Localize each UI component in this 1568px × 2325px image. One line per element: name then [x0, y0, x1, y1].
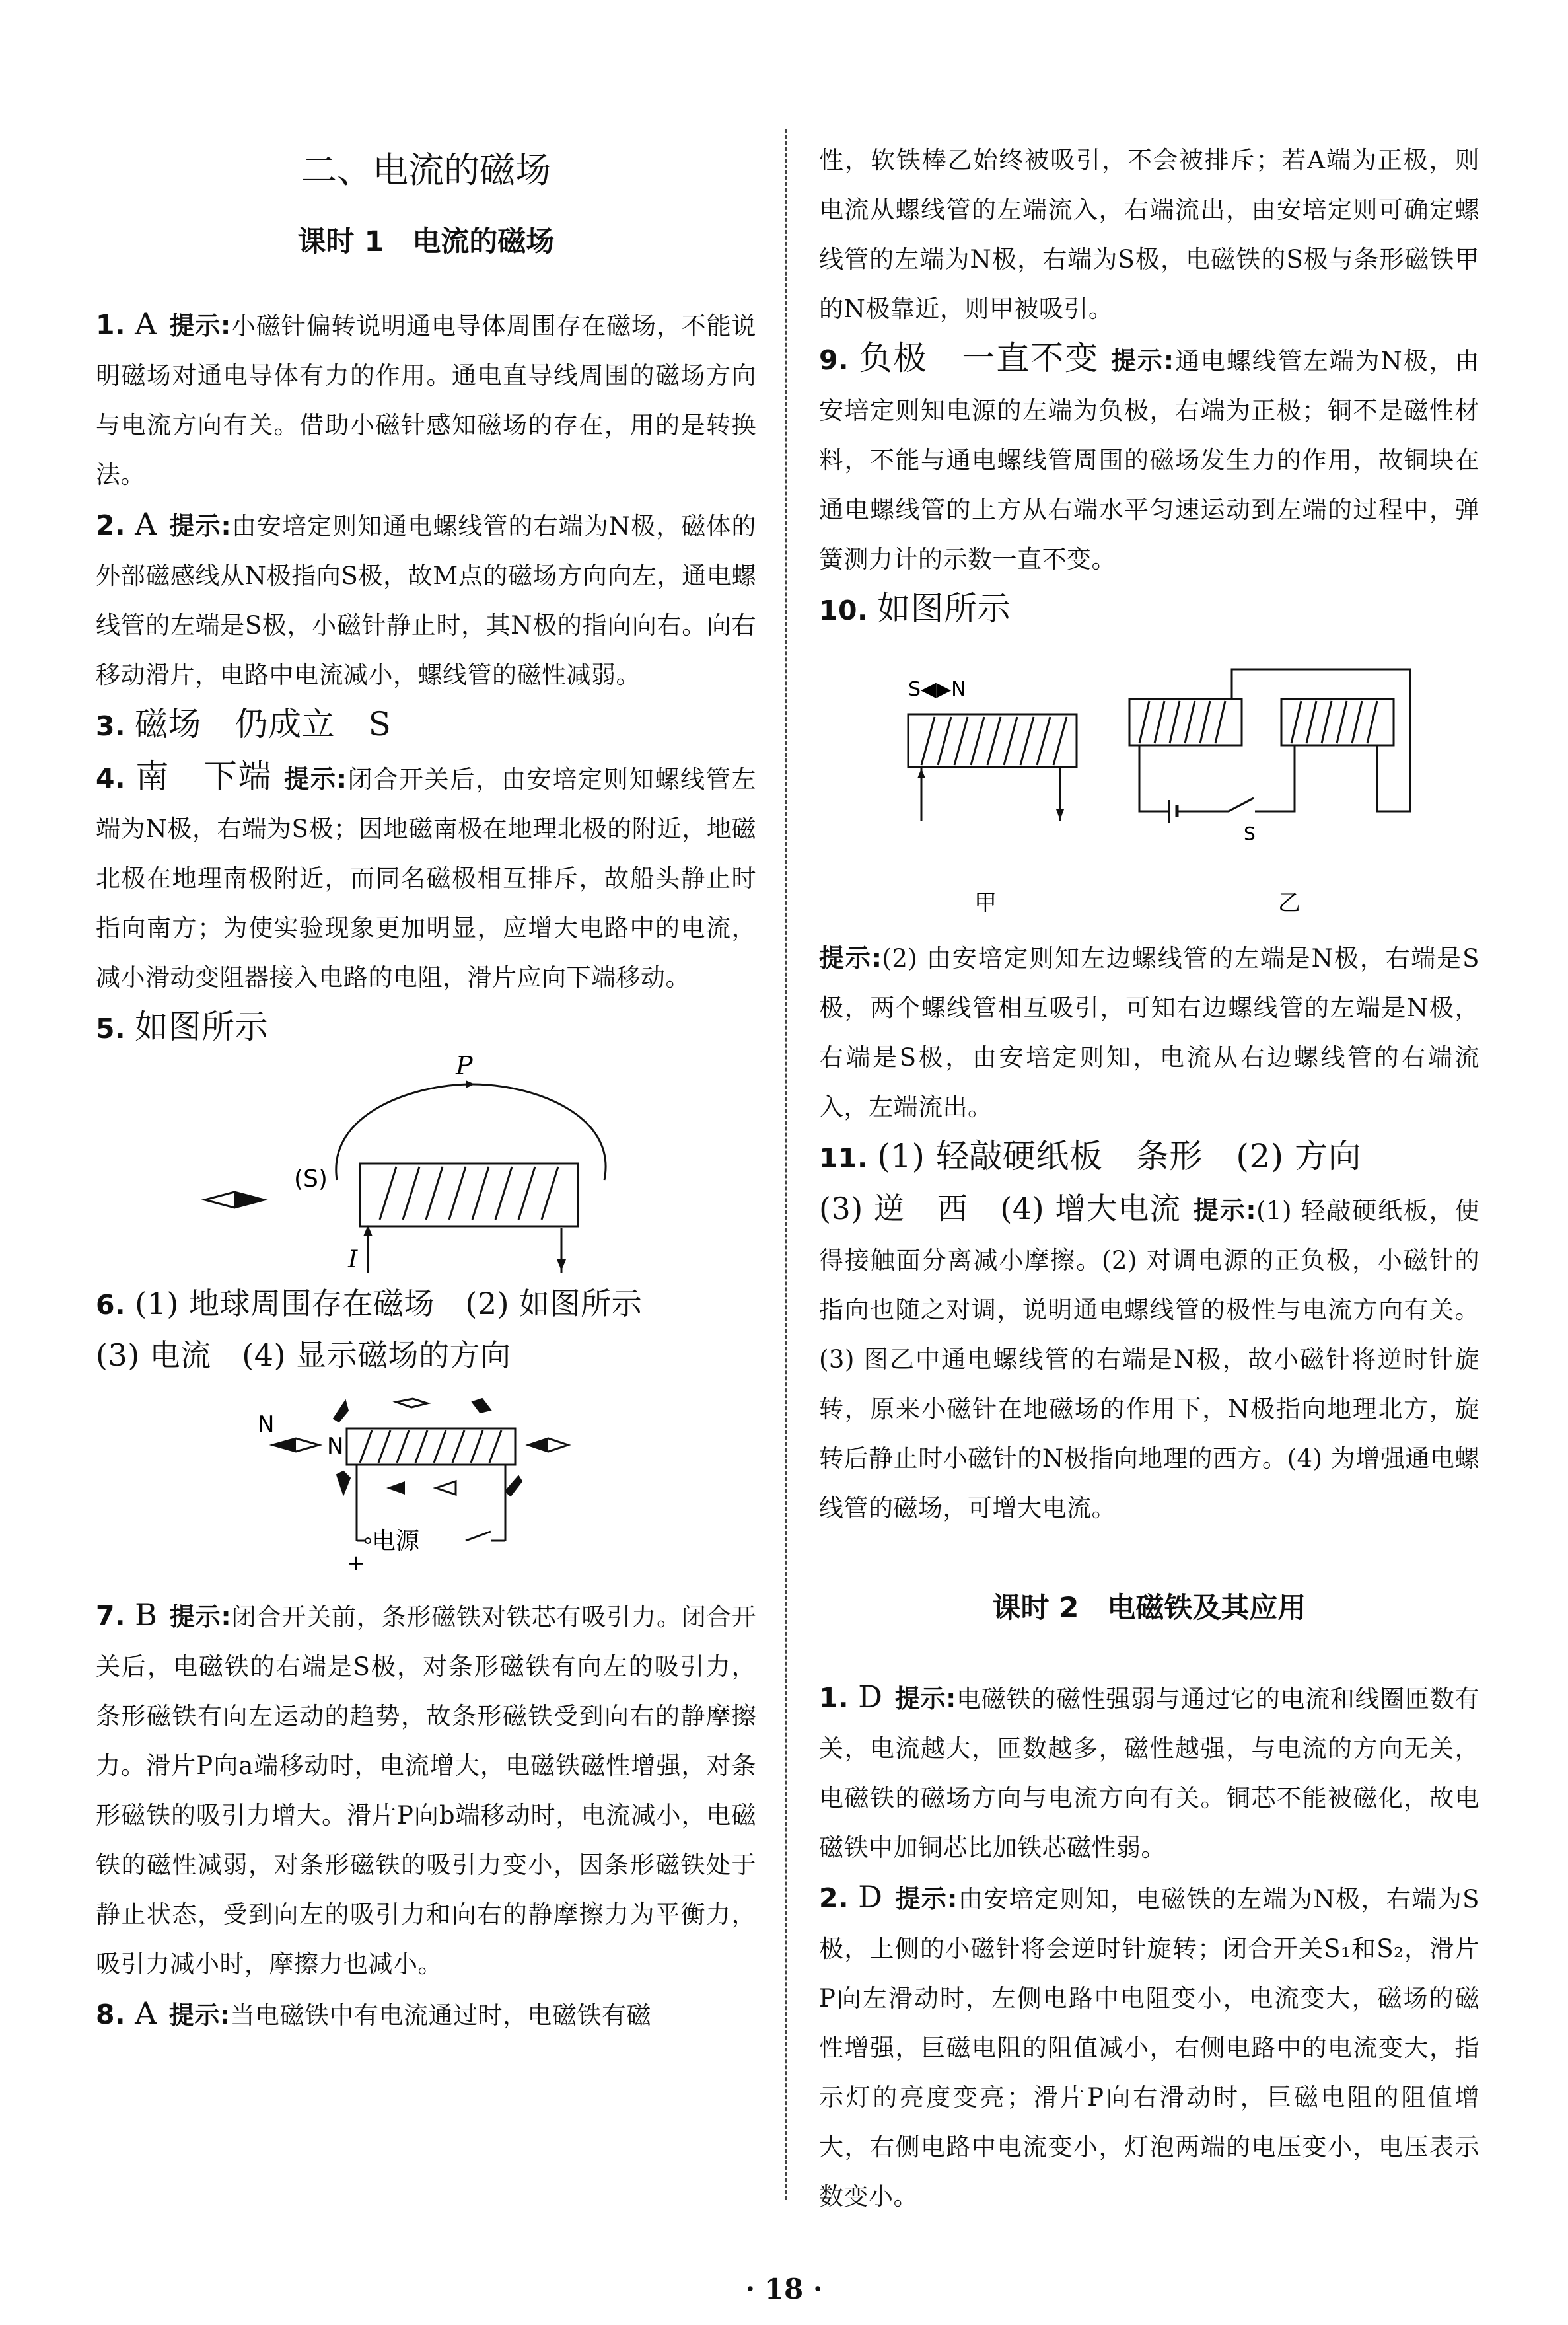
needle-bottom-right	[505, 1476, 522, 1496]
hint-label: 提示 :	[169, 311, 231, 340]
q6-line2: (3) 电流 (4) 显示磁场的方向	[96, 1337, 511, 1373]
plus-label: +	[347, 1550, 366, 1576]
needle-bottom-left	[337, 1471, 350, 1495]
lesson2-title: 课时 2 电磁铁及其应用	[992, 1592, 1306, 1625]
current-out-arrow	[557, 1259, 566, 1271]
left-column	[96, 129, 756, 2040]
hint-label: 提示 :	[169, 1602, 231, 1631]
lesson1-title: 课时 1 电流的磁场	[297, 225, 555, 258]
q10	[819, 584, 1479, 636]
q10-num: 10.	[819, 595, 869, 626]
q7-num: 7.	[96, 1600, 126, 1632]
q6-solenoid-figure	[254, 1382, 598, 1580]
q11	[819, 1132, 1479, 1533]
q2	[96, 499, 756, 700]
q11-num: 11.	[819, 1142, 869, 1174]
q10-answer: 如图所示	[877, 589, 1011, 628]
q2-text: 由安培定则知通电螺线管的右端为N极，磁体的外部磁感线从N极指向S极，故M点的磁场方向向左，通电螺线管的左端是S极，小磁针静止时，其N极的指向向右。向右移动滑片，电路中电流减小，螺线管的磁性减弱。	[96, 512, 756, 689]
hint-label: 提示 :	[1194, 1196, 1256, 1225]
q6	[96, 1279, 756, 1382]
l2q1	[819, 1672, 1479, 1872]
hint-label: 提示 :	[169, 2001, 231, 2030]
caption-a: 甲	[974, 890, 997, 916]
power-source-label: 电源	[372, 1528, 420, 1555]
q1-text: 小磁针偏转说明通电导体周围存在磁场，不能说明磁场对通电导体有力的作用。通电直导线周围的磁场方向与电流方向有关。借助小磁针感知磁场的存在，用的是转换法。	[96, 312, 756, 489]
q7-text: 闭合开关前，条形磁铁对铁芯有吸引力。闭合开关后，电磁铁的右端是S极，对条形磁铁有向左的吸引力，条形磁铁有向左运动的趋势，故条形磁铁受到向右的静摩擦力。滑片P向a端移动时，电流增大，电磁铁磁性增强，对条形磁铁的吸引力增大。滑片P向b端移动时，电流减小，电磁铁的磁性减弱，对条形磁铁的吸引力变小，因条形磁铁处于静止状态，受到向左的吸引力和向右的静摩擦力为平衡力，吸引力减小时，摩擦力也减小。	[96, 1603, 756, 1978]
q2-answer: A	[135, 506, 157, 542]
q10-solenoids-figure	[859, 636, 1440, 927]
label-p: P	[456, 1054, 473, 1080]
q9-text: 通电螺线管左端为N极，由安培定则知电源的左端为负极，右端为正极；铜不是磁性材料，不能与通电螺线管周围的磁场发生力的作用，故铜块在通电螺线管的上方从右端水平匀速运动到左端的过程中，弹簧测力计的示数一直不变。	[819, 347, 1480, 573]
l2q1-answer: D	[858, 1679, 883, 1715]
label-s: (S)	[294, 1165, 328, 1193]
q5-num: 5.	[96, 1013, 126, 1045]
needle-bottom-center2	[436, 1481, 456, 1495]
q8-continued: 性，软铁棒乙始终被吸引，不会被排斥；若A端为正极，则电流从螺线管的左端流入，右端流出，由安培定则可确定螺线管的左端为N极，右端为S极，电磁铁的S极与条形磁铁甲的N极靠近，则甲被吸引。	[819, 146, 1479, 323]
needle-bottom-center1	[386, 1481, 405, 1495]
q2-num: 2.	[96, 509, 126, 541]
switch-blade	[466, 1532, 491, 1541]
q11-line2: (3) 逆 西 (4) 增大电流	[819, 1191, 1182, 1226]
b-switch	[1229, 798, 1254, 811]
column-divider	[785, 129, 787, 2200]
q8-answer: A	[135, 1995, 157, 2031]
q9-answer: 负极 一直不变	[858, 339, 1099, 377]
label-i: I	[348, 1246, 358, 1273]
label-sn: S◀▶N	[908, 678, 966, 701]
q8-num: 8.	[96, 1999, 126, 2030]
l2q2	[819, 1872, 1479, 2221]
hint-label: 提示 :	[895, 1884, 958, 1913]
q5-answer: 如图所示	[135, 1008, 269, 1046]
page-number: · 18 ·	[745, 2273, 823, 2305]
l2q1-num: 1.	[819, 1682, 849, 1714]
q8	[96, 1989, 756, 2040]
needle-right-dark	[528, 1438, 548, 1452]
q3-num: 3.	[96, 710, 126, 742]
q9	[819, 334, 1479, 584]
right-column	[819, 135, 1479, 2221]
hint-label: 提示 :	[819, 943, 882, 973]
terminal	[365, 1538, 371, 1543]
b-wire-right	[1255, 745, 1295, 811]
q1-num: 1.	[96, 309, 126, 341]
q1	[96, 299, 756, 499]
hint-label: 提示 :	[284, 764, 347, 793]
hint-label: 提示 :	[169, 511, 231, 540]
q4-num: 4.	[96, 762, 126, 794]
a-out-arrow	[1056, 809, 1064, 820]
field-arrow	[466, 1080, 475, 1088]
label-switch-s: S	[1244, 823, 1256, 844]
q4	[96, 752, 756, 1002]
needle-left-dark	[273, 1438, 296, 1452]
q3-answer: 磁场 仍成立 S	[135, 705, 392, 743]
q3	[96, 700, 756, 752]
q7-answer: B	[135, 1597, 158, 1633]
label-n2: N	[327, 1433, 344, 1459]
needle-top-right	[472, 1399, 491, 1413]
needle-top-center	[396, 1399, 427, 1407]
q4-text: 闭合开关后，由安培定则知螺线管左端为N极，右端为S极；因地磁南极在地理北极的附近，地磁北极在地理南极附近，而同名磁极相互排斥，故船头静止时指向南方；为使实验现象更加明显，应增大电路中的电流，减小滑动变阻器接入电路的电阻，滑片应向下端移动。	[96, 765, 756, 992]
q9-num: 9.	[819, 344, 849, 376]
q1-answer: A	[135, 306, 157, 342]
l2q2-answer: D	[858, 1879, 883, 1915]
q6-num: 6.	[96, 1289, 126, 1321]
q6-line1: (1) 地球周围存在磁场 (2) 如图所示	[135, 1286, 643, 1321]
b-wire-left	[1139, 745, 1169, 811]
l2q1-text: 电磁铁的磁性强弱与通过它的电流和线圈匝数有关，电流越大，匝数越多，磁性越强，与电流的方向无关，电磁铁的磁场方向与电流方向有关。铜芯不能被磁化，故电磁铁中加铜芯比加铁芯磁性弱。	[819, 1685, 1479, 1862]
q10-text: (2) 由安培定则知左边螺线管的左端是N极，右端是S极，两个螺线管相互吸引，可知右边螺线管的左端是N极，右端是S极，由安培定则知，电流从右边螺线管的右端流入，左端流出。	[819, 944, 1479, 1121]
l2q2-num: 2.	[819, 1882, 849, 1914]
caption-b: 乙	[1278, 890, 1301, 916]
q7	[96, 1590, 756, 1989]
q10-hint	[819, 934, 1479, 1132]
compass-needle-dark	[234, 1192, 264, 1208]
hint-label: 提示 :	[1111, 346, 1174, 375]
q11-line1: (1) 轻敲硬纸板 条形 (2) 方向	[877, 1137, 1362, 1175]
section-title: 二、电流的磁场	[301, 149, 551, 191]
hint-label: 提示 :	[895, 1684, 956, 1713]
q5-solenoid-figure	[195, 1054, 657, 1273]
q8-text: 当电磁铁中有电流通过时，电磁铁有磁	[230, 2001, 652, 2030]
solenoid-body	[360, 1163, 578, 1226]
a-in-arrow	[917, 768, 925, 778]
label-n1: N	[258, 1411, 275, 1438]
q11-text: (1) 轻敲硬纸板，使得接触面分离减小摩擦。(2) 对调电源的正负极，小磁针的指向也随之对调，说明通电螺线管的极性与电流方向有关。(3) 图乙中通电螺线管的右端是N极，故小磁针将逆时针旋转，原来小磁针在地磁场的作用下，N极指向地理北方，旋转后静止时小磁针的N极指向地理的西方。(4) 为增强通电螺线管的磁场，可增大电流。	[819, 1197, 1479, 1522]
q5	[96, 1002, 756, 1054]
q4-answer: 南 下端	[135, 757, 273, 795]
l2q2-text: 由安培定则知，电磁铁的左端为N极，右端为S极，上侧的小磁针将会逆时针旋转；闭合开关S₁和S₂，滑片P向左滑动时，左侧电路中电阻变小，电流变大，磁场的磁性增强，巨磁电阻的阻值减小，右侧电路中的电流变大，指示灯的亮度变亮；滑片P向右滑动时，巨磁电阻的阻值增大，右侧电路中电流变小，灯泡两端的电压变小，电压表示数变小。	[819, 1885, 1479, 2211]
needle-top-left	[334, 1401, 348, 1422]
